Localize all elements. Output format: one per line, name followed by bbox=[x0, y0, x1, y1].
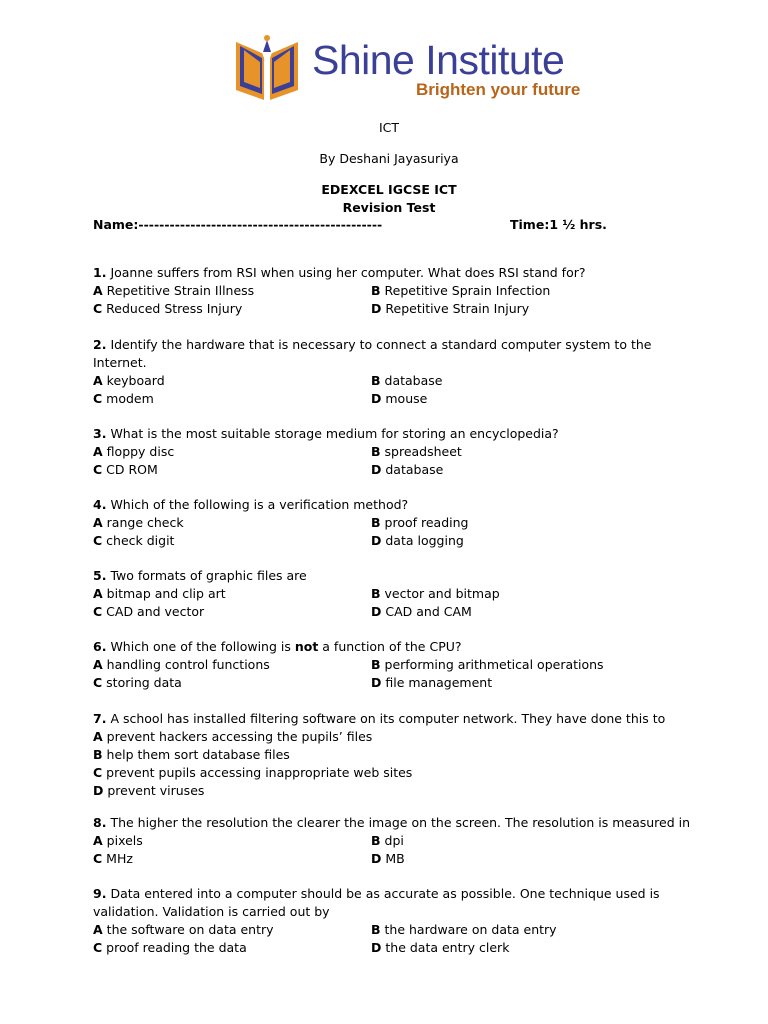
option-b: B proof reading bbox=[371, 515, 469, 530]
question-number: 3. bbox=[93, 426, 107, 441]
question-text: The higher the resolution the clearer the image on the screen. The resolution is measured in bbox=[110, 815, 691, 830]
question-number: 6. bbox=[93, 639, 107, 654]
option-b: B spreadsheet bbox=[371, 444, 462, 459]
question-text: Which of the following is a verification method? bbox=[110, 497, 409, 512]
test-title: Revision Test bbox=[342, 200, 436, 215]
option-b: B Repetitive Sprain Infection bbox=[371, 283, 551, 298]
option-b: B performing arithmetical operations bbox=[371, 657, 604, 672]
question-text: A school has installed filtering software on its computer network. They have done this to bbox=[110, 711, 666, 726]
author-line: By Deshani Jayasuriya bbox=[319, 151, 459, 166]
option-d: D data logging bbox=[371, 533, 464, 548]
question-number: 9. bbox=[93, 886, 107, 901]
option-b: B vector and bitmap bbox=[371, 586, 500, 601]
institute-logo bbox=[230, 30, 581, 106]
question-9 bbox=[93, 885, 693, 957]
subject-title: ICT bbox=[378, 120, 400, 135]
question-text: Joanne suffers from RSI when using her computer. What does RSI stand for? bbox=[110, 265, 586, 280]
option-c: C check digit bbox=[93, 533, 175, 548]
option-d: D file management bbox=[371, 675, 493, 690]
option-b: B database bbox=[371, 373, 443, 388]
question-3 bbox=[93, 425, 693, 479]
option-d: D MB bbox=[371, 851, 405, 866]
question-number: 8. bbox=[93, 815, 107, 830]
question-text-end: a function of the CPU? bbox=[318, 639, 462, 654]
book-emblem-icon bbox=[230, 32, 304, 106]
question-text: Data entered into a computer should be as accurate as possible. One technique used is bbox=[110, 886, 660, 901]
question-8 bbox=[93, 814, 693, 868]
question-number: 7. bbox=[93, 711, 107, 726]
option-b: B help them sort database files bbox=[93, 747, 290, 762]
option-d: D CAD and CAM bbox=[371, 604, 472, 619]
question-6 bbox=[93, 638, 693, 692]
question-7 bbox=[93, 710, 693, 800]
question-text-emphasis: not bbox=[294, 639, 319, 654]
question-number: 2. bbox=[93, 337, 107, 352]
question-number: 5. bbox=[93, 568, 107, 583]
time-label: Time:1 ½ hrs. bbox=[510, 217, 607, 232]
option-a: A keyboard bbox=[93, 373, 165, 388]
question-number: 1. bbox=[93, 265, 107, 280]
question-text: Which one of the following is bbox=[110, 639, 295, 654]
question-text: What is the most suitable storage medium for storing an encyclopedia? bbox=[110, 426, 559, 441]
option-d: D prevent viruses bbox=[93, 783, 205, 798]
question-2 bbox=[93, 336, 693, 408]
question-text: Identify the hardware that is necessary to connect a standard computer system to the bbox=[110, 337, 652, 352]
question-text-continued: Internet. bbox=[93, 355, 147, 370]
option-d: D the data entry clerk bbox=[371, 940, 510, 955]
option-d: D mouse bbox=[371, 391, 428, 406]
question-4 bbox=[93, 496, 693, 550]
question-text: Two formats of graphic files are bbox=[110, 568, 307, 583]
question-5 bbox=[93, 567, 693, 621]
option-d: D database bbox=[371, 462, 444, 477]
option-c: C Reduced Stress Injury bbox=[93, 301, 243, 316]
option-c: C CAD and vector bbox=[93, 604, 205, 619]
name-field-label: Name:----------------------------------------------- bbox=[93, 217, 383, 232]
brand-name: Shine Institute bbox=[312, 37, 565, 83]
question-text-continued: validation. Validation is carried out by bbox=[93, 904, 330, 919]
option-c: C prevent pupils accessing inappropriate web sites bbox=[93, 765, 413, 780]
question-1 bbox=[93, 264, 693, 318]
option-a: A the software on data entry bbox=[93, 922, 274, 937]
option-d: D Repetitive Strain Injury bbox=[371, 301, 530, 316]
option-b: B dpi bbox=[371, 833, 404, 848]
option-a: A Repetitive Strain Illness bbox=[93, 283, 255, 298]
option-b: B the hardware on data entry bbox=[371, 922, 557, 937]
option-a: A range check bbox=[93, 515, 184, 530]
question-number: 4. bbox=[93, 497, 107, 512]
option-a: A bitmap and clip art bbox=[93, 586, 226, 601]
option-a: A floppy disc bbox=[93, 444, 175, 459]
course-title: EDEXCEL IGCSE ICT bbox=[321, 182, 457, 197]
option-c: C storing data bbox=[93, 675, 182, 690]
brand-tagline: Brighten your future bbox=[416, 80, 581, 99]
option-c: C MHz bbox=[93, 851, 133, 866]
option-c: C proof reading the data bbox=[93, 940, 247, 955]
option-a: A pixels bbox=[93, 833, 143, 848]
option-a: A prevent hackers accessing the pupils’ files bbox=[93, 729, 373, 744]
option-a: A handling control functions bbox=[93, 657, 270, 672]
option-c: C modem bbox=[93, 391, 154, 406]
option-c: C CD ROM bbox=[93, 462, 158, 477]
